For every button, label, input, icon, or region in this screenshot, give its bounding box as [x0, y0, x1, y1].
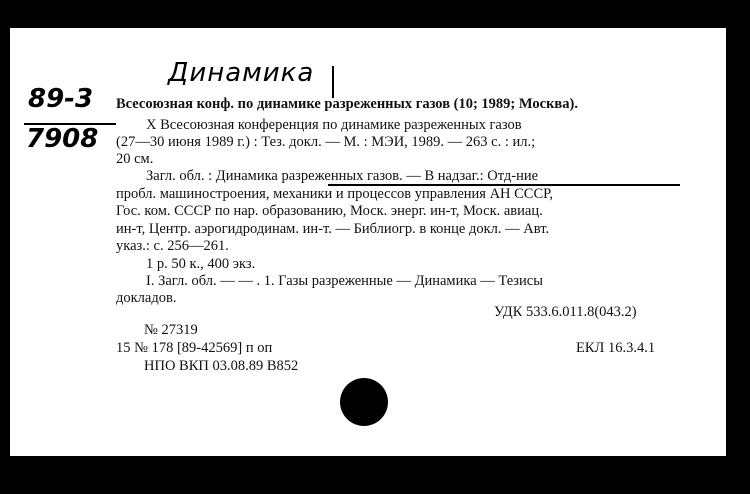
udk-code: УДК 533.6.011.8(043.2) — [494, 304, 637, 320]
ekl-code: ЕКЛ 16.3.4.1 — [576, 340, 656, 356]
note-line-1: Загл. обл. : Динамика разреженных газов. — В надзаг.: Отд-ние — [146, 168, 539, 184]
price-line: 1 р. 50 к., 400 экз. — [146, 256, 256, 272]
title-line-1: X Всесоюзная конференция по динамике разреженных газов — [146, 117, 522, 133]
main-entry-heading: Всесоюзная конф. по динамике разреженных газов (10; 1989; Москва). — [116, 96, 578, 112]
shelf-mark-top: 89-3 — [28, 84, 94, 114]
title-line-3: 20 см. — [116, 151, 154, 167]
note-line-2: пробл. машиностроения, механики и процессов управления АН СССР, — [116, 186, 554, 202]
catalog-card — [10, 28, 726, 456]
title-line-2: (27—30 июня 1989 г.) : Тез. докл. — М. : МЭИ, 1989. — 263 с. : ил.; — [116, 134, 536, 150]
npo-line: НПО ВКП 03.08.89 В852 — [144, 358, 299, 374]
tracings-line-2: докладов. — [116, 290, 177, 306]
order-line: 15 № 178 [89-42569] п оп — [116, 340, 273, 356]
note-line-5: указ.: с. 256—261. — [116, 238, 229, 254]
shelf-mark-bottom: 7908 — [26, 124, 99, 154]
note-line-4: ин-т, Центр. аэрогидродинам. ин-т. — Библиогр. в конце докл. — Авт. — [116, 221, 550, 237]
punch-hole — [340, 378, 388, 426]
note-line-3: Гос. ком. СССР по нар. образованию, Моск. энерг. ин-т, Моск. авиац. — [116, 203, 543, 219]
heading-vertical-mark — [332, 66, 334, 98]
record-number: № 27319 — [144, 322, 198, 338]
tracings-line-1: I. Загл. обл. — — . 1. Газы разреженные — Динамика — Тезисы — [146, 273, 543, 289]
handwritten-subject-heading: Динамика — [168, 58, 315, 88]
